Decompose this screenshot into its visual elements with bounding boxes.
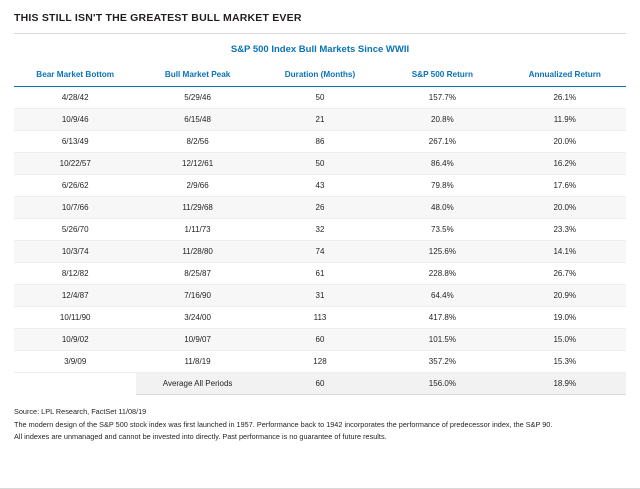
cell-return: 73.5% — [381, 219, 503, 241]
cell-annualized: 26.1% — [504, 87, 626, 109]
cell-return: 125.6% — [381, 241, 503, 263]
cell-bear-bottom: 3/9/09 — [14, 351, 136, 373]
cell-duration: 32 — [259, 219, 381, 241]
average-row — [14, 373, 626, 395]
cell-bull-peak: 6/15/48 — [136, 109, 258, 131]
table-row — [14, 87, 626, 109]
cell-bear-bottom: 10/22/57 — [14, 153, 136, 175]
cell-annualized: 15.3% — [504, 351, 626, 373]
table-row — [14, 307, 626, 329]
table-row — [14, 131, 626, 153]
cell-return: 86.4% — [381, 153, 503, 175]
bull-markets-table — [14, 64, 626, 395]
cell-annualized: 20.0% — [504, 197, 626, 219]
cell-bull-peak: 1/11/73 — [136, 219, 258, 241]
table-row — [14, 241, 626, 263]
cell-return: 48.0% — [381, 197, 503, 219]
cell-duration: 31 — [259, 285, 381, 307]
cell-duration: 43 — [259, 175, 381, 197]
cell-return: 157.7% — [381, 87, 503, 109]
average-spacer — [14, 373, 136, 395]
cell-duration: 74 — [259, 241, 381, 263]
table-body — [14, 87, 626, 395]
cell-annualized: 19.0% — [504, 307, 626, 329]
cell-bull-peak: 7/16/90 — [136, 285, 258, 307]
table-row — [14, 219, 626, 241]
cell-annualized: 15.0% — [504, 329, 626, 351]
average-annualized: 18.9% — [504, 373, 626, 395]
cell-bull-peak: 2/9/66 — [136, 175, 258, 197]
table-row — [14, 285, 626, 307]
cell-bull-peak: 10/9/07 — [136, 329, 258, 351]
cell-bull-peak: 8/2/56 — [136, 131, 258, 153]
cell-annualized: 20.0% — [504, 131, 626, 153]
cell-duration: 128 — [259, 351, 381, 373]
cell-bull-peak: 12/12/61 — [136, 153, 258, 175]
cell-duration: 60 — [259, 329, 381, 351]
table-row — [14, 351, 626, 373]
cell-annualized: 23.3% — [504, 219, 626, 241]
column-header-annualized-return: Annualized Return — [504, 64, 626, 87]
cell-return: 64.4% — [381, 285, 503, 307]
table-title: S&P 500 Index Bull Markets Since WWII — [230, 44, 410, 55]
average-return: 156.0% — [381, 373, 503, 395]
cell-annualized: 14.1% — [504, 241, 626, 263]
source-line: Source: LPL Research, FactSet 11/08/19 — [14, 407, 147, 416]
cell-bear-bottom: 4/28/42 — [14, 87, 136, 109]
cell-bear-bottom: 10/9/46 — [14, 109, 136, 131]
average-label: Average All Periods — [136, 373, 258, 395]
cell-bear-bottom: 10/3/74 — [14, 241, 136, 263]
column-header-bull-market-peak: Bull Market Peak — [136, 64, 258, 87]
table-row — [14, 109, 626, 131]
cell-bear-bottom: 10/7/66 — [14, 197, 136, 219]
cell-duration: 86 — [259, 131, 381, 153]
cell-bear-bottom: 12/4/87 — [14, 285, 136, 307]
cell-bear-bottom: 10/11/90 — [14, 307, 136, 329]
cell-duration: 50 — [259, 87, 381, 109]
cell-duration: 61 — [259, 263, 381, 285]
table-row — [14, 197, 626, 219]
table-row — [14, 329, 626, 351]
cell-annualized: 11.9% — [504, 109, 626, 131]
disclaimer-line-1: The modern design of the S&P 500 stock index was first launched in 1957. Performance back to 1942 incorporates the performance of predecessor index, the S&P 90. — [14, 420, 553, 430]
cell-bear-bottom: 6/13/49 — [14, 131, 136, 153]
cell-bull-peak: 3/24/00 — [136, 307, 258, 329]
cell-return: 20.8% — [381, 109, 503, 131]
cell-annualized: 20.9% — [504, 285, 626, 307]
cell-bull-peak: 11/8/19 — [136, 351, 258, 373]
cell-bear-bottom: 5/26/70 — [14, 219, 136, 241]
column-header-bear-market-bottom: Bear Market Bottom — [14, 64, 136, 87]
cell-duration: 50 — [259, 153, 381, 175]
cell-return: 267.1% — [381, 131, 503, 153]
page-title: THIS STILL ISN'T THE GREATEST BULL MARKET EVER — [14, 12, 302, 24]
cell-return: 101.5% — [381, 329, 503, 351]
table-header-row — [14, 64, 626, 87]
table-row — [14, 175, 626, 197]
cell-bull-peak: 5/29/46 — [136, 87, 258, 109]
cell-bear-bottom: 10/9/02 — [14, 329, 136, 351]
cell-annualized: 17.6% — [504, 175, 626, 197]
disclaimer-line-2: All indexes are unmanaged and cannot be invested into directly. Past performance is no guarantee of future results. — [14, 431, 387, 441]
cell-annualized: 16.2% — [504, 153, 626, 175]
column-header-sp500-return: S&P 500 Return — [381, 64, 503, 87]
cell-duration: 113 — [259, 307, 381, 329]
cell-return: 357.2% — [381, 351, 503, 373]
table-row — [14, 263, 626, 285]
cell-bull-peak: 11/28/80 — [136, 241, 258, 263]
table-row — [14, 153, 626, 175]
cell-annualized: 26.7% — [504, 263, 626, 285]
cell-duration: 26 — [259, 197, 381, 219]
cell-return: 417.8% — [381, 307, 503, 329]
table-header — [14, 64, 626, 87]
cell-bear-bottom: 8/12/82 — [14, 263, 136, 285]
cell-bear-bottom: 6/26/62 — [14, 175, 136, 197]
average-duration: 60 — [259, 373, 381, 395]
cell-return: 228.8% — [381, 263, 503, 285]
cell-duration: 21 — [259, 109, 381, 131]
cell-bull-peak: 11/29/68 — [136, 197, 258, 219]
column-header-duration: Duration (Months) — [259, 64, 381, 87]
cell-return: 79.8% — [381, 175, 503, 197]
footer-notes — [14, 395, 626, 442]
cell-bull-peak: 8/25/87 — [136, 263, 258, 285]
